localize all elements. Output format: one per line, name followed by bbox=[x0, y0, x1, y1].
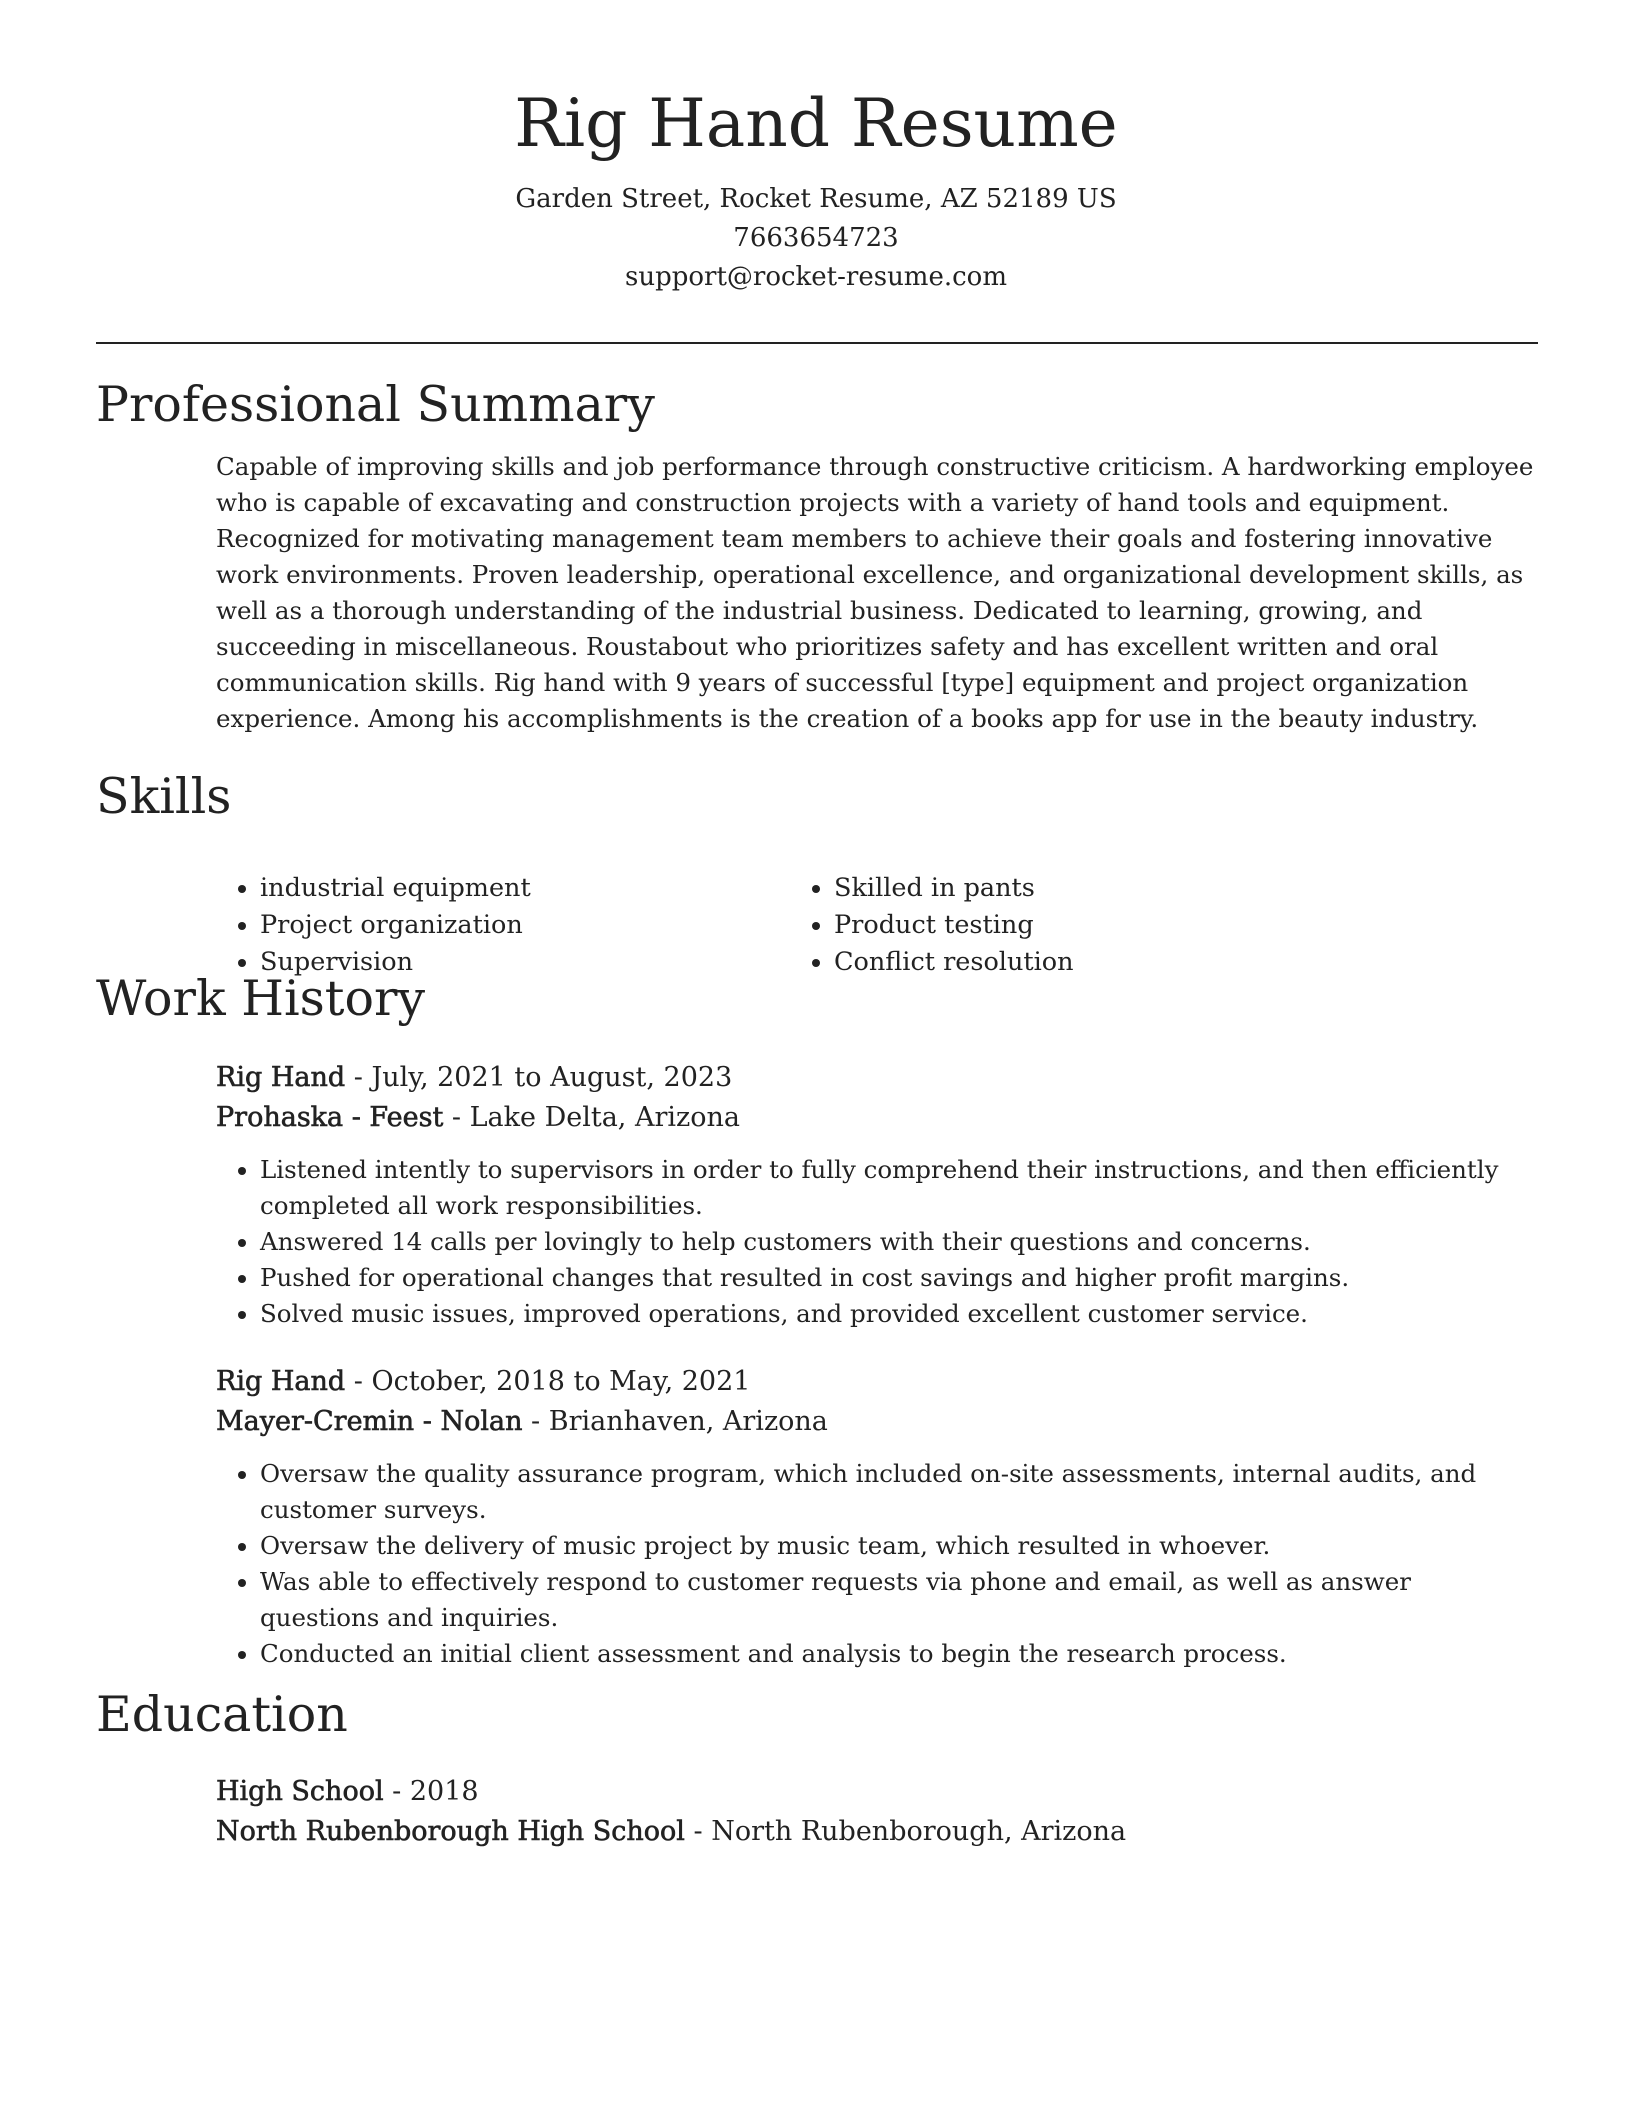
education-entry bbox=[96, 1772, 1538, 1852]
list-item: • Oversaw the delivery of music project by music team, which resulted in whoever. bbox=[260, 1528, 1538, 1564]
job-company: Mayer-Cremin - Nolan bbox=[216, 1406, 523, 1437]
education-heading: Education bbox=[96, 1686, 348, 1743]
work-history-section bbox=[96, 970, 1538, 1029]
job-dates: - October, 2018 to May, 2021 bbox=[345, 1366, 751, 1397]
email-line: support@rocket-resume.com bbox=[624, 261, 1007, 292]
job-company: Prohaska - Feest bbox=[216, 1102, 444, 1133]
list-item: • Conducted an initial client assessment and analysis to begin the research process. bbox=[260, 1636, 1538, 1672]
resume-header bbox=[0, 0, 1632, 297]
job-company-line bbox=[216, 1098, 1538, 1138]
skills-heading: Skills bbox=[96, 768, 232, 825]
education-degree: High School bbox=[216, 1776, 384, 1807]
list-item: • Pushed for operational changes that resulted in cost savings and higher profit margins. bbox=[260, 1260, 1538, 1296]
list-item: • Answered 14 calls per lovingly to help customers with their questions and concerns. bbox=[260, 1224, 1538, 1260]
skills-list bbox=[96, 870, 1484, 981]
list-item: • Was able to effectively respond to customer requests via phone and email, as well as answer questions and inquiries. bbox=[260, 1564, 1538, 1636]
skill-item: • industrial equipment bbox=[260, 870, 790, 907]
resume-title: Rig Hand Resume bbox=[514, 85, 1118, 162]
phone-line: 7663654723 bbox=[733, 222, 899, 253]
skill-item: • Project organization bbox=[260, 907, 790, 944]
summary-text: Capable of improving skills and job performance through constructive criticism. A hardworking employee who is capable of excavating and construction projects with a variety of hand tools and equipment. Recognized for motivating management team members to achieve their goals and fostering innovative work environments. Proven leadership, operational excellence, and organizational development skills, as well as a thorough understanding of the industrial business. Dedicated to learning, growing, and succeeding in miscellaneous. Roustabout who prioritizes safety and has excellent written and oral communication skills. Rig hand with 9 years of successful [type] equipment and project organization experience. Among his accomplishments is the creation of a books app for use in the beauty industry. bbox=[216, 451, 1534, 733]
job-entry bbox=[96, 1362, 1538, 1672]
list-item: • Solved music issues, improved operations, and provided excellent customer service. bbox=[260, 1296, 1538, 1332]
education-year: - 2018 bbox=[383, 1776, 479, 1807]
job-location: - Brianhaven, Arizona bbox=[522, 1406, 828, 1437]
work-history-heading: Work History bbox=[96, 970, 426, 1027]
job-dates: - July, 2021 to August, 2023 bbox=[345, 1062, 733, 1093]
skills-column-right bbox=[790, 870, 1484, 981]
skills-column-left bbox=[216, 870, 790, 981]
job-bullets bbox=[216, 1152, 1538, 1332]
skill-item: • Conflict resolution bbox=[834, 944, 1484, 981]
summary-heading: Professional Summary bbox=[96, 376, 655, 433]
list-item: • Listened intently to supervisors in order to fully comprehend their instructions, and then efficiently completed all work responsibilities. bbox=[260, 1152, 1538, 1224]
job-entry bbox=[96, 1058, 1538, 1332]
education-school: North Rubenborough High School bbox=[216, 1816, 685, 1847]
job-title-line bbox=[216, 1058, 1538, 1098]
skill-item: • Product testing bbox=[834, 907, 1484, 944]
job-bullets bbox=[216, 1456, 1538, 1672]
job-company-line bbox=[216, 1402, 1538, 1442]
job-location: - Lake Delta, Arizona bbox=[443, 1102, 740, 1133]
contact-info bbox=[0, 180, 1632, 297]
education-school-line bbox=[216, 1812, 1538, 1852]
summary-section bbox=[96, 376, 1538, 737]
job-role: Rig Hand bbox=[216, 1366, 346, 1397]
job-title-line bbox=[216, 1362, 1538, 1402]
education-section bbox=[96, 1686, 1538, 1745]
address-line: Garden Street, Rocket Resume, AZ 52189 US bbox=[515, 183, 1117, 214]
list-item: • Oversaw the quality assurance program, which included on-site assessments, internal audits, and customer surveys. bbox=[260, 1456, 1538, 1528]
education-degree-line bbox=[216, 1772, 1538, 1812]
education-location: - North Rubenborough, Arizona bbox=[684, 1816, 1127, 1847]
skills-section bbox=[96, 768, 1538, 827]
skill-item: • Supervision bbox=[260, 944, 790, 981]
header-divider bbox=[96, 342, 1538, 344]
skill-item: • Skilled in pants bbox=[834, 870, 1484, 907]
job-role: Rig Hand bbox=[216, 1062, 346, 1093]
